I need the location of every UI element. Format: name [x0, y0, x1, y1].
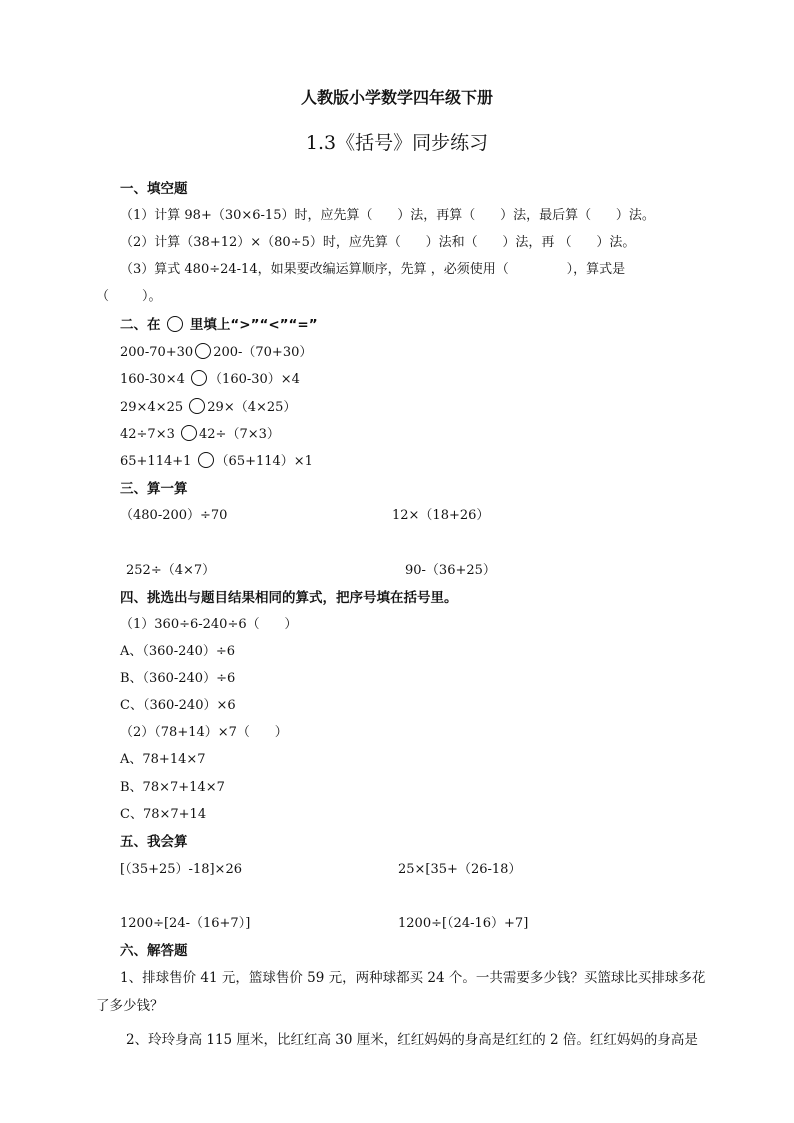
compare-circle-icon[interactable]: [191, 370, 207, 386]
compute-expression-1: [（35+25）-18]×26: [120, 862, 242, 877]
compare-right: （65+114）×1: [215, 454, 313, 469]
choice-option: A、（360-240）÷6: [120, 644, 236, 659]
section-3-heading: 三、算一算: [120, 481, 188, 497]
doc-subtitle: 1.3《括号》同步练习: [305, 132, 489, 154]
compare-left: 65+114+1: [120, 454, 196, 469]
compute-expression-3: 1200÷[24-（16+7）]: [120, 916, 251, 931]
compare-right: 29×（4×25）: [207, 400, 297, 415]
calc-expression-4: 90-（36+25）: [405, 563, 496, 578]
doc-title: 人教版小学数学四年级下册: [300, 88, 493, 107]
compare-left: 200-70+30: [120, 345, 194, 360]
compare-right: 42÷（7×3）: [199, 427, 280, 442]
section-2-heading-b: 里填上“>”“<”“=”: [189, 317, 318, 333]
compare-row: [120, 343, 312, 362]
compare-row: [120, 425, 280, 444]
section-2-heading-a: 二、在: [120, 317, 161, 333]
section-5-heading: 五、我会算: [120, 834, 188, 850]
word-problem-1-cont: 了多少钱？: [96, 998, 164, 1014]
section-4-heading: 四、挑选出与题目结果相同的算式，把序号填在括号里。: [120, 590, 458, 606]
choice-option: B、（360-240）÷6: [120, 671, 236, 686]
section-6-heading: 六、解答题: [120, 943, 188, 959]
compare-right: 200-（70+30）: [213, 345, 313, 360]
choice-option: C、（360-240）×6: [120, 698, 236, 713]
fill-question-1: （1）计算 98+（30×6-15）时，应先算（ ）法，再算（ ）法，最后算（ ）法。: [120, 208, 655, 223]
fill-question-3: （3）算式 480÷24-14，如果要改编运算顺序，先算 ，必须使用（ ），算式是: [120, 262, 626, 277]
calc-expression-1: （480-200）÷70: [120, 508, 228, 523]
compare-circle-icon[interactable]: [189, 398, 205, 414]
compare-row: [120, 370, 300, 389]
compare-left: 160-30×4: [120, 372, 190, 387]
choice-question-2: （2）（78+14）×7（ ）: [120, 725, 288, 740]
compare-circle-icon[interactable]: [195, 343, 211, 359]
choice-option: C、78×7+14: [120, 807, 207, 822]
compare-left: 29×4×25: [120, 400, 188, 415]
compute-expression-4: 1200÷[（24-16）+7]: [398, 916, 529, 931]
fill-question-2: （2）计算（38+12）×（80÷5）时，应先算（ ）法和（ ）法，再 （ ）法。: [120, 235, 636, 250]
section-2-heading: [120, 316, 318, 334]
fill-question-3-cont: （ ）。: [96, 289, 162, 304]
compare-row: [120, 398, 296, 417]
choice-option: A、78+14×7: [120, 752, 206, 767]
choice-question-1: （1）360÷6-240÷6（ ）: [120, 617, 298, 632]
compare-circle-icon[interactable]: [198, 452, 214, 468]
word-problem-1: 1、排球售价 41 元，篮球售价 59 元，两种球都买 24 个。一共需要多少钱？买篮球比买排球多花: [120, 970, 706, 986]
compare-row: [120, 452, 313, 471]
section-1-heading: 一、填空题: [120, 181, 188, 197]
calc-expression-2: 12×（18+26）: [392, 508, 490, 523]
word-problem-2: 2、玲玲身高 115 厘米，比红红高 30 厘米，红红妈妈的身高是红红的 2 倍。红红妈妈的身高是: [126, 1032, 698, 1048]
compute-expression-2: 25×[35+（26-18）: [398, 862, 522, 877]
calc-expression-3: 252÷（4×7）: [126, 563, 216, 578]
circle-icon: [167, 316, 183, 332]
compare-circle-icon[interactable]: [181, 425, 197, 441]
choice-option: B、78×7+14×7: [120, 780, 225, 795]
compare-left: 42÷7×3: [120, 427, 180, 442]
compare-right: （160-30）×4: [209, 372, 300, 387]
